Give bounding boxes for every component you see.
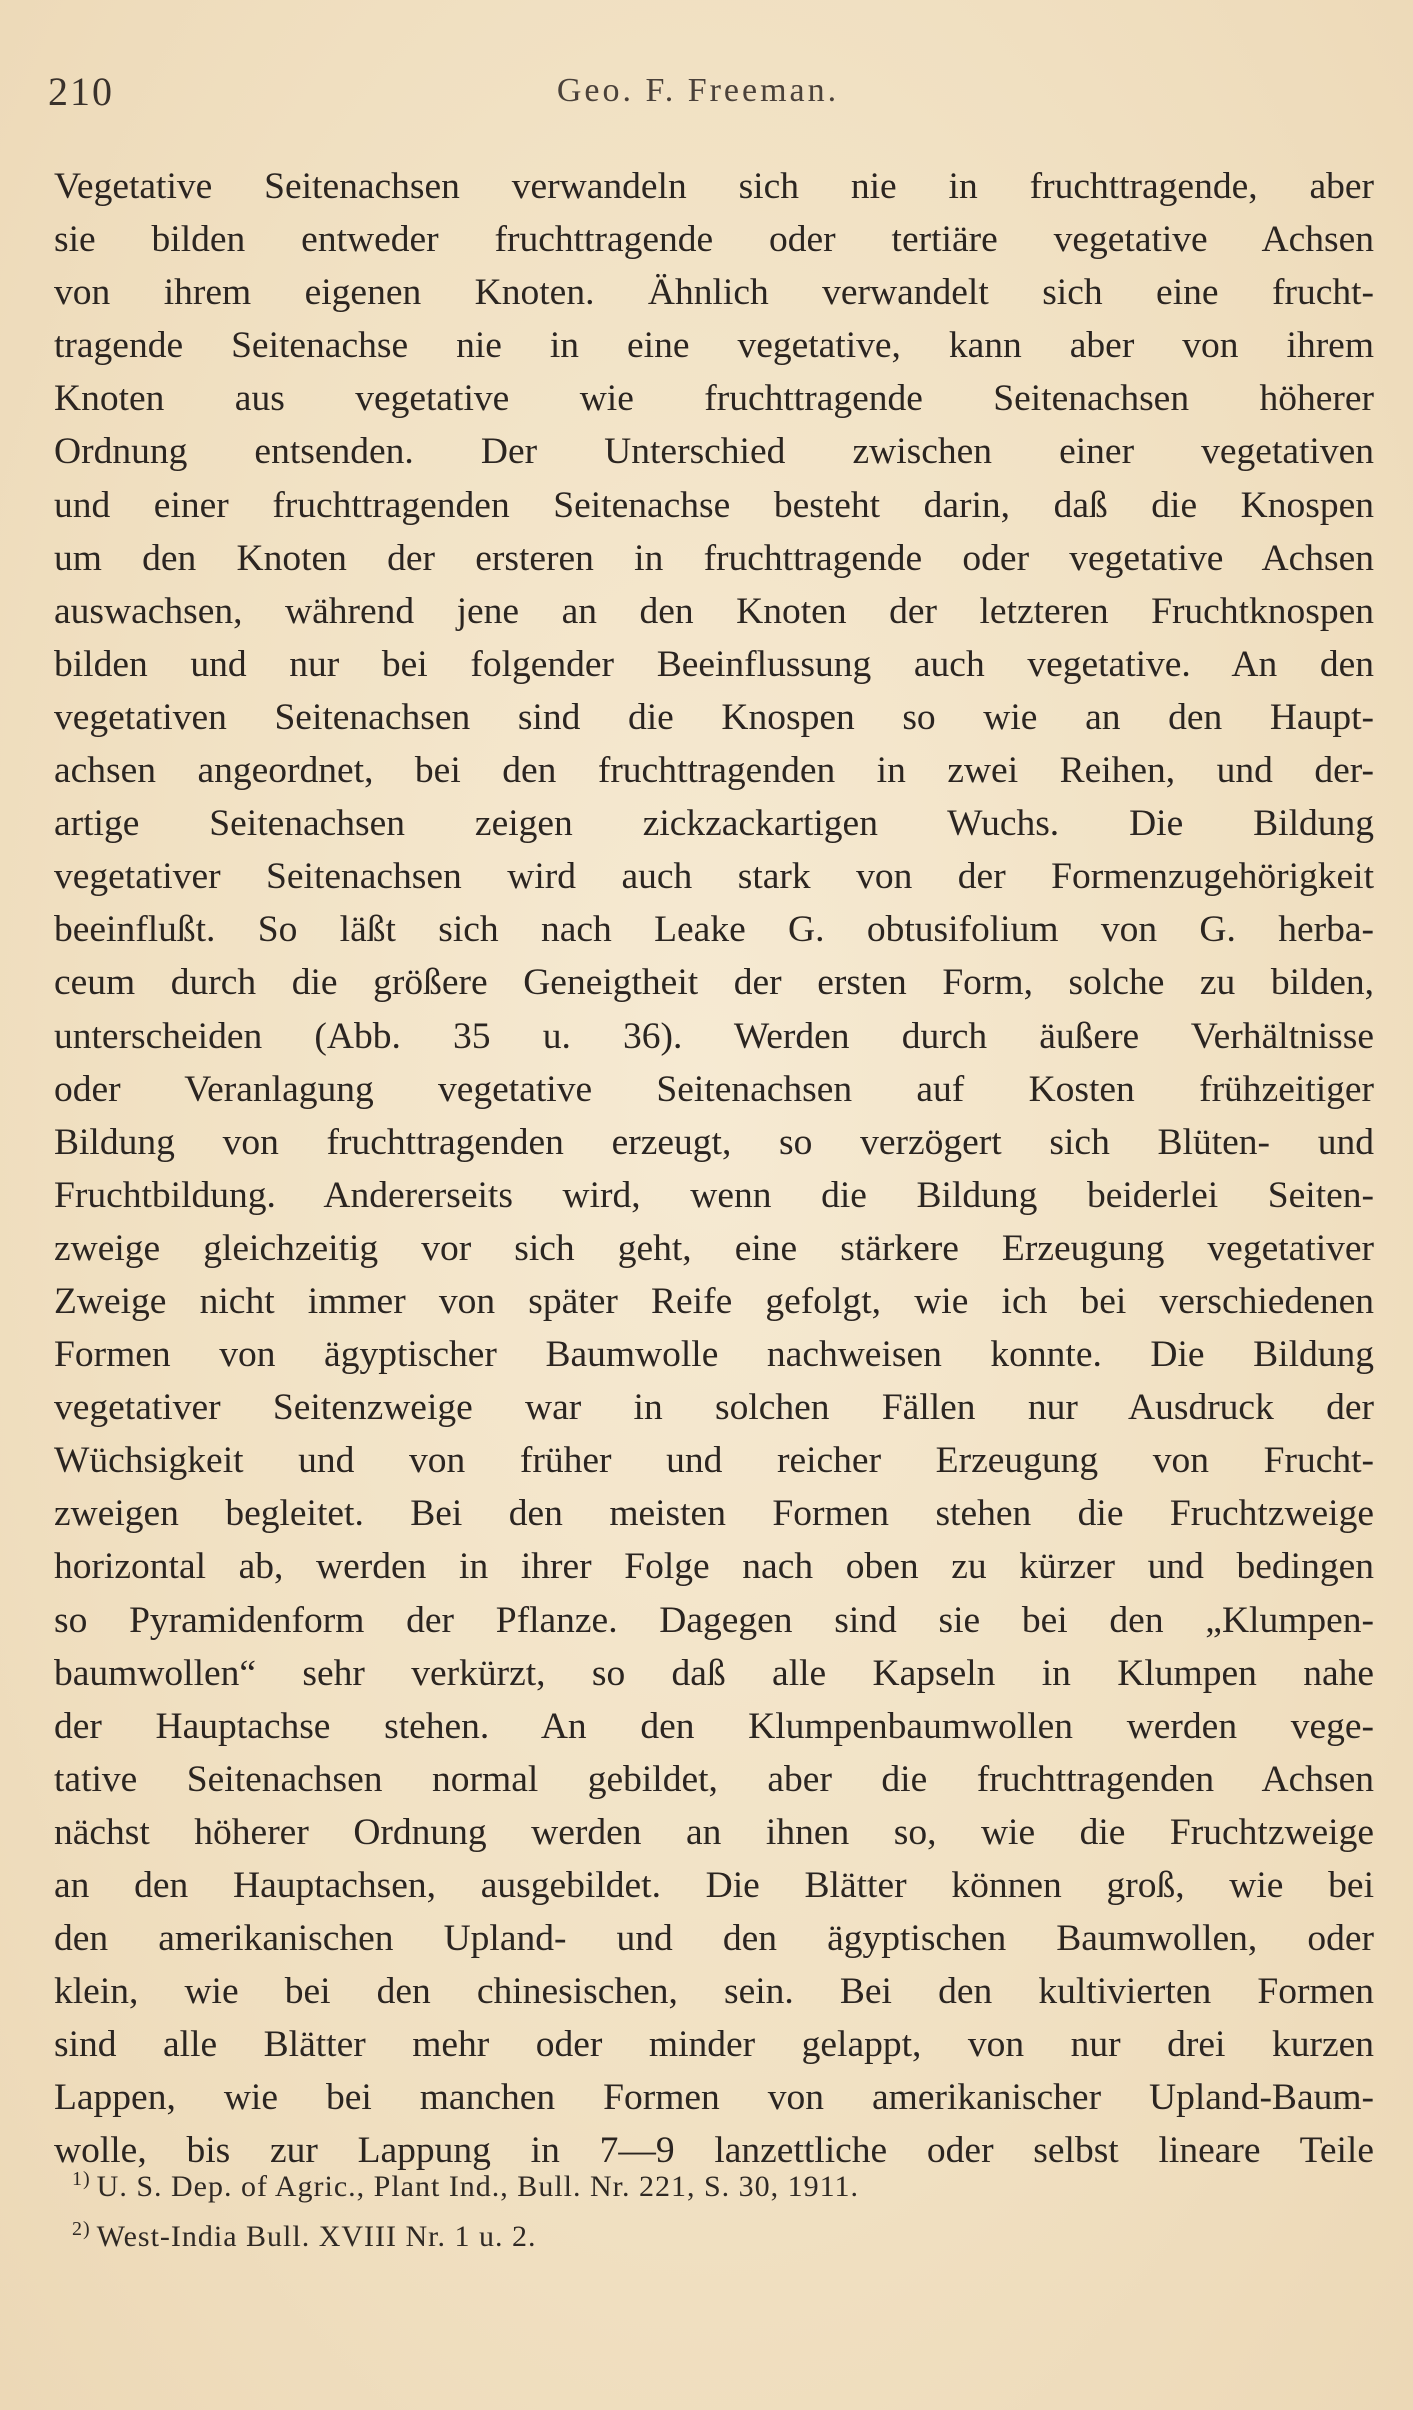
text-line: der Hauptachse stehen. An den Klumpenbaumwollen werden vege- bbox=[54, 1705, 1374, 1747]
text-line: den amerikanischen Upland- und den ägyptischen Baumwollen, oder bbox=[54, 1918, 1374, 1960]
text-line: Fruchtbildung. Andererseits wird, wenn die Bildung beiderlei Seiten- bbox=[54, 1174, 1374, 1216]
text-line: Bildung von fruchttragenden erzeugt, so verzögert sich Blüten- und bbox=[54, 1121, 1374, 1163]
running-head: Geo. F. Freeman. bbox=[556, 72, 840, 109]
text-line: baumwollen“ sehr verkürzt, so daß alle Kapseln in Klumpen nahe bbox=[54, 1652, 1374, 1694]
text-line: sie bilden entweder fruchttragende oder tertiäre vegetative Achsen bbox=[54, 219, 1374, 261]
body-text bbox=[54, 160, 1374, 2178]
text-line: tragende Seitenachse nie in eine vegetative, kann aber von ihrem bbox=[54, 325, 1374, 367]
text-line: so Pyramidenform der Pflanze. Dagegen sind sie bei den „Klumpen- bbox=[54, 1599, 1374, 1641]
text-line: vegetativen Seitenachsen sind die Knospen so wie an den Haupt- bbox=[54, 696, 1374, 738]
text-line: zweigen begleitet. Bei den meisten Formen stehen die Fruchtzweige bbox=[54, 1493, 1374, 1535]
text-line: Formen von ägyptischer Baumwolle nachweisen konnte. Die Bildung bbox=[54, 1334, 1374, 1376]
text-line: Ordnung entsenden. Der Unterschied zwischen einer vegetativen bbox=[54, 431, 1374, 473]
text-line: klein, wie bei den chinesischen, sein. Bei den kultivierten Formen bbox=[54, 1971, 1374, 2013]
text-line: sind alle Blätter mehr oder minder gelappt, von nur drei kurzen bbox=[54, 2024, 1374, 2066]
text-line: um den Knoten der ersteren in fruchttragende oder vegetative Achsen bbox=[54, 537, 1374, 579]
text-line: artige Seitenachsen zeigen zickzackartigen Wuchs. Die Bildung bbox=[54, 803, 1374, 845]
page-header bbox=[48, 68, 1348, 118]
text-line: und einer fruchttragenden Seitenachse besteht darin, daß die Knospen bbox=[54, 484, 1374, 526]
text-line: oder Veranlagung vegetative Seitenachsen auf Kosten frühzeitiger bbox=[54, 1068, 1374, 1110]
text-line: ceum durch die größere Geneigtheit der ersten Form, solche zu bilden, bbox=[54, 962, 1374, 1004]
text-line: unterscheiden (Abb. 35 u. 36). Werden durch äußere Verhältnisse bbox=[54, 1015, 1374, 1057]
footnote-mark: 2) bbox=[72, 2218, 91, 2240]
text-line: auswachsen, während jene an den Knoten der letzteren Fruchtknospen bbox=[54, 590, 1374, 632]
text-line: an den Hauptachsen, ausgebildet. Die Blätter können groß, wie bei bbox=[54, 1865, 1374, 1906]
text-line: Zweige nicht immer von später Reife gefolgt, wie ich bei verschiedenen bbox=[54, 1280, 1374, 1322]
footnote-1 bbox=[72, 2158, 1272, 2208]
footnotes bbox=[72, 2158, 1272, 2258]
footnote-text: U. S. Dep. of Agric., Plant Ind., Bull. Nr. 221, S. 30, 1911. bbox=[96, 2170, 860, 2203]
text-line: nächst höherer Ordnung werden an ihnen so, wie die Fruchtzweige bbox=[54, 1811, 1374, 1853]
text-line: Vegetative Seitenachsen verwandeln sich nie in fruchttragende, aber bbox=[54, 166, 1374, 207]
text-line: zweige gleichzeitig vor sich geht, eine stärkere Erzeugung vegetativer bbox=[54, 1227, 1374, 1269]
text-line: vegetativer Seitenzweige war in solchen Fällen nur Ausdruck der bbox=[54, 1387, 1374, 1429]
text-line: wolle, bis zur Lappung in 7—9 lanzettliche oder selbst lineare Teile bbox=[54, 2130, 1374, 2172]
text-line: achsen angeordnet, bei den fruchttragenden in zwei Reihen, und der- bbox=[54, 750, 1374, 792]
footnote-mark: 1) bbox=[72, 2168, 91, 2190]
text-line: bilden und nur bei folgender Beeinflussung auch vegetative. An den bbox=[54, 643, 1374, 685]
text-line: vegetativer Seitenachsen wird auch stark von der Formenzugehörigkeit bbox=[54, 856, 1374, 898]
text-line: horizontal ab, werden in ihrer Folge nach oben zu kürzer und bedingen bbox=[54, 1546, 1374, 1588]
footnote-2 bbox=[72, 2208, 1272, 2258]
text-line: Wüchsigkeit und von früher und reicher Erzeugung von Frucht- bbox=[54, 1440, 1374, 1482]
footnote-text: West-India Bull. XVIII Nr. 1 u. 2. bbox=[96, 2220, 537, 2253]
text-line: Knoten aus vegetative wie fruchttragende Seitenachsen höherer bbox=[54, 378, 1374, 420]
text-line: Lappen, wie bei manchen Formen von amerikanischer Upland-Baum- bbox=[54, 2077, 1374, 2119]
paragraph bbox=[54, 160, 1374, 2178]
text-line: beeinflußt. So läßt sich nach Leake G. obtusifolium von G. herba- bbox=[54, 909, 1374, 951]
text-line: von ihrem eigenen Knoten. Ähnlich verwandelt sich eine frucht- bbox=[54, 272, 1374, 314]
text-line: tative Seitenachsen normal gebildet, aber die fruchttragenden Achsen bbox=[54, 1758, 1374, 1800]
page-number: 210 bbox=[48, 69, 114, 114]
